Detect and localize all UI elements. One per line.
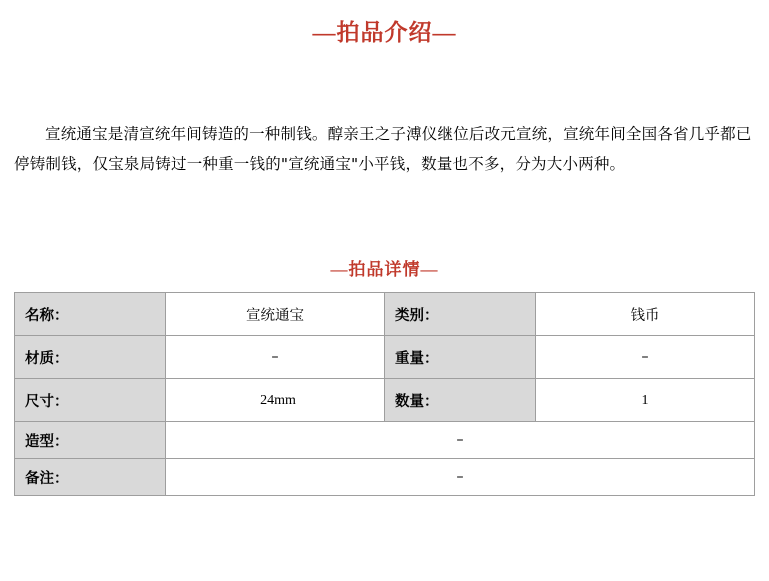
- detail-value-shape: –: [166, 422, 755, 459]
- detail-label-quantity: 数量：: [385, 379, 536, 422]
- table-row: [15, 293, 755, 336]
- detail-value-remark: –: [166, 459, 755, 496]
- table-row: [15, 422, 755, 459]
- detail-label-size: 尺寸：: [15, 379, 166, 422]
- item-detail-table: [14, 292, 755, 496]
- detail-label-material: 材质：: [15, 336, 166, 379]
- intro-paragraph: 宣统通宝是清宣统年间铸造的一种制钱。醇亲王之子溥仪继位后改元宣统，宣统年间全国各省几乎都已停铸制钱，仅宝泉局铸过一种重一钱的"宣统通宝"小平钱，数量也不多，分为大小两种。: [14, 125, 752, 173]
- intro-section: [0, 119, 769, 179]
- detail-value-weight: –: [536, 336, 755, 379]
- detail-label-category: 类别：: [385, 293, 536, 336]
- detail-value-category: 钱币: [536, 293, 755, 336]
- detail-label-weight: 重量：: [385, 336, 536, 379]
- detail-label-name: 名称：: [15, 293, 166, 336]
- detail-label-remark: 备注：: [15, 459, 166, 496]
- detail-section-title: —拍品详情—: [330, 260, 439, 279]
- detail-value-quantity: [536, 379, 755, 422]
- table-row: [15, 459, 755, 496]
- detail-label-shape: 造型：: [15, 422, 166, 459]
- detail-value-material: –: [166, 336, 385, 379]
- page-title: —拍品介绍—: [312, 20, 457, 45]
- quantity-text: 1: [641, 392, 649, 408]
- table-row: [15, 379, 755, 422]
- size-text: 24mm: [260, 392, 296, 408]
- table-row: [15, 336, 755, 379]
- auction-item-page: [0, 14, 769, 581]
- detail-value-size: [166, 379, 385, 422]
- detail-value-name: 宣统通宝: [166, 293, 385, 336]
